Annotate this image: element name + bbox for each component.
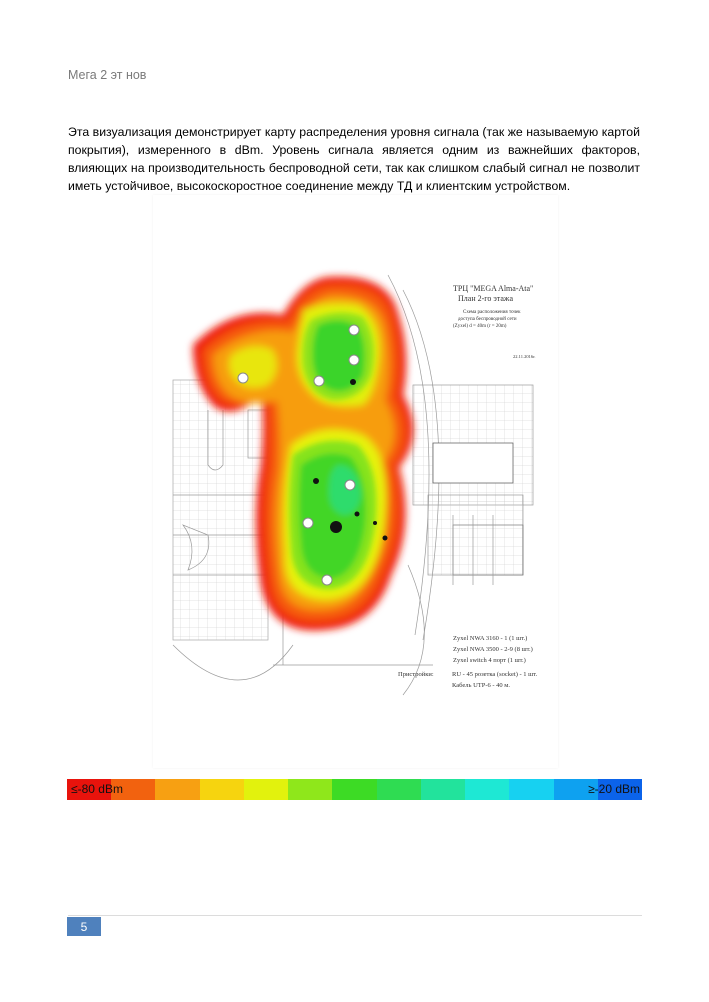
equipment-list xyxy=(398,635,538,689)
legend-color-segment xyxy=(509,779,553,800)
plan-date: 22.11.2016г. xyxy=(513,354,536,359)
plan-scheme-line1: Схема расположения точек xyxy=(463,310,521,315)
intro-paragraph: Эта визуализация демонстрирует карту распределения уровня сигнала (так же называемую картой покрытия), измеренного в dBm. Уровень сигнала является одним из важнейших факторов, влияющих на производительность беспроводной сети, так как слишком слабый сигнал не позволит иметь устойчивое, высокоскоростное соединение между ТД и клиентским устройством. xyxy=(68,125,640,193)
equipment-item: Zyxel NWA 3160 - 1 (1 шт.) xyxy=(453,635,528,642)
document-header: Мега 2 эт нов xyxy=(68,68,147,82)
legend-color-segment xyxy=(288,779,332,800)
plan-title-line2: План 2-го этажа xyxy=(458,294,514,303)
legend-color-segment xyxy=(465,779,509,800)
legend-color-segment xyxy=(421,779,465,800)
legend-color-segment xyxy=(332,779,376,800)
plan-scheme-line3: (Zyxel) d = 40m (r = 20m) xyxy=(453,324,507,329)
plan-scheme-line2: доступа беспроводной сети xyxy=(458,317,517,322)
legend-min-label: ≤-80 dBm xyxy=(71,782,123,796)
legend-color-segment xyxy=(155,779,199,800)
legend-color-segment xyxy=(377,779,421,800)
legend-color-segment xyxy=(244,779,288,800)
equipment-item: Zyxel NWA 3500 - 2-9 (8 шт.) xyxy=(453,646,533,653)
equipment-item: Zyxel switch 4 порт (1 шт.) xyxy=(453,657,526,664)
accessory-item: Кабель UTP-6 - 40 м. xyxy=(452,682,511,689)
signal-legend-bar xyxy=(67,779,642,800)
legend-color-segment xyxy=(200,779,244,800)
accessories-label: Пристройки: xyxy=(398,671,434,678)
plan-title-block xyxy=(453,284,536,359)
coverage-map xyxy=(153,195,558,768)
accessory-item: RU - 45 розетка (socket) - 1 шт. xyxy=(452,671,538,678)
plan-title-line1: ТРЦ "MEGA Alma-Ata" xyxy=(453,284,534,293)
footer-divider xyxy=(68,915,642,916)
page-number: 5 xyxy=(67,917,101,936)
legend-max-label: ≥-20 dBm xyxy=(588,782,640,796)
